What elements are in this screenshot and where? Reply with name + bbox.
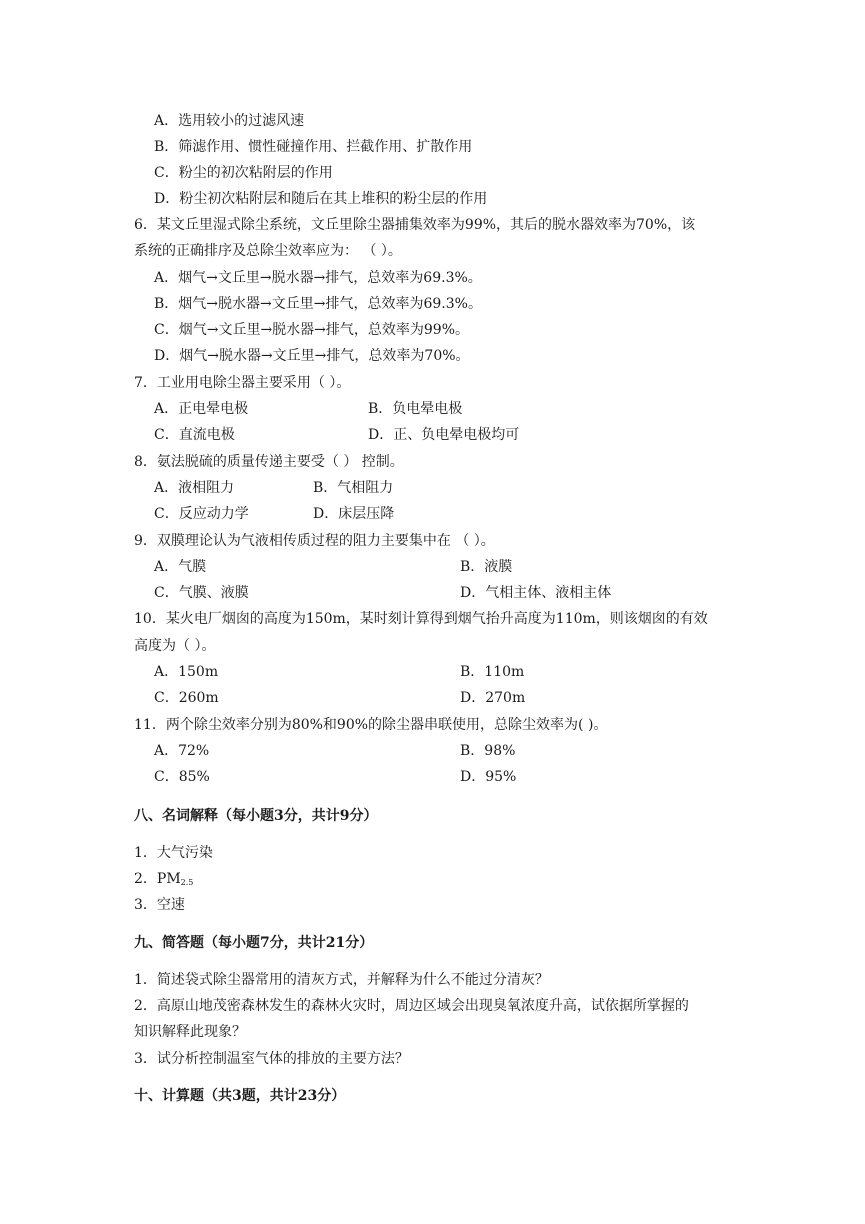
q7-option-d: D．正、负电晕电极均可 <box>368 427 520 443</box>
section-9-item-2-line1: 2．高原山地茂密森林发生的森林火灾时，周边区域会出现臭氧浓度升高，试依据所掌握的 <box>134 998 689 1014</box>
q6-option-a: A．烟气→文丘里→脱水器→排气，总效率为69.3%。 <box>154 270 482 286</box>
q6-stem-line2: 系统的正确排序及总除尘效率应为： （ ）。 <box>134 243 402 259</box>
section-8-item-1: 1．大气污染 <box>134 845 213 861</box>
q11-option-b: B．98% <box>460 743 516 759</box>
pm-subscript: 2.5 <box>180 878 194 887</box>
section-9-item-1: 1．简述袋式除尘器常用的清灰方式，并解释为什么不能过分清灰？ <box>134 972 549 988</box>
q5-option-c: C．粉尘的初次粘附层的作用 <box>154 165 333 181</box>
q8-option-b: B．气相阻力 <box>313 480 394 496</box>
q6-stem-line1: 6．某文丘里湿式除尘系统，文丘里除尘器捕集效率为99%，其后的脱水器效率为70%，该 <box>134 217 696 233</box>
q8-stem: 8．氨法脱硫的质量传递主要受（ ） 控制。 <box>134 454 404 470</box>
q7-stem: 7．工业用电除尘器主要采用（ ）。 <box>134 375 351 391</box>
q10-option-a: A．150m <box>154 664 219 680</box>
section-9-item-3: 3．试分析控制温室气体的排放的主要方法？ <box>134 1051 409 1067</box>
q10-stem-line1: 10．某火电厂烟囱的高度为150m，某时刻计算得到烟气抬升高度为110m，则该烟囱的有效 <box>134 611 708 627</box>
q5-option-a: A．选用较小的过滤风速 <box>154 113 305 129</box>
q9-option-d: D．气相主体、液相主体 <box>460 585 612 601</box>
q6-option-b: B．烟气→脱水器→文丘里→排气，总效率为69.3%。 <box>154 296 482 312</box>
q6-option-d: D．烟气→脱水器→文丘里→排气，总效率为70%。 <box>154 348 470 364</box>
q11-option-a: A．72% <box>154 743 210 759</box>
q8-option-a: A．液相阻力 <box>154 480 235 496</box>
q10-option-c: C．260m <box>154 690 219 706</box>
section-10-title: 十、计算题（共3题，共计23分） <box>134 1088 346 1104</box>
q7-option-b: B．负电晕电极 <box>368 401 463 417</box>
q10-stem-line2: 高度为（ ）。 <box>134 638 216 654</box>
q7-option-a: A．正电晕电极 <box>154 401 249 417</box>
q9-option-c: C．气膜、液膜 <box>154 585 249 601</box>
q7-option-c: C．直流电极 <box>154 427 235 443</box>
section-8-item-3: 3．空速 <box>134 897 185 913</box>
q9-option-a: A．气膜 <box>154 559 207 575</box>
q10-option-b: B．110m <box>460 664 525 680</box>
q9-option-b: B．液膜 <box>460 559 513 575</box>
q9-stem: 9．双膜理论认为气液相传质过程的阻力主要集中在 （ ）。 <box>134 533 495 549</box>
section-9-title: 九、简答题（每小题7分，共计21分） <box>134 935 374 951</box>
section-8-item-2 <box>134 869 193 893</box>
q5-option-d: D．粉尘初次粘附层和随后在其上堆积的粉尘层的作用 <box>154 191 488 207</box>
q11-option-d: D．95% <box>460 769 517 785</box>
pm-label: 2．PM <box>134 871 181 887</box>
q5-option-b: B．筛滤作用、惯性碰撞作用、拦截作用、扩散作用 <box>154 139 473 155</box>
q10-option-d: D．270m <box>460 690 526 706</box>
section-8-title: 八、名词解释（每小题3分，共计9分） <box>134 808 378 824</box>
section-9-item-2-line2: 知识解释此现象？ <box>134 1024 246 1040</box>
q8-option-d: D．床层压降 <box>313 506 395 522</box>
q11-stem: 11．两个除尘效率分别为80%和90%的除尘器串联使用，总除尘效率为( )。 <box>134 717 608 733</box>
q8-option-c: C．反应动力学 <box>154 506 249 522</box>
q11-option-c: C．85% <box>154 769 210 785</box>
q6-option-c: C．烟气→文丘里→脱水器→排气，总效率为99%。 <box>154 322 470 338</box>
